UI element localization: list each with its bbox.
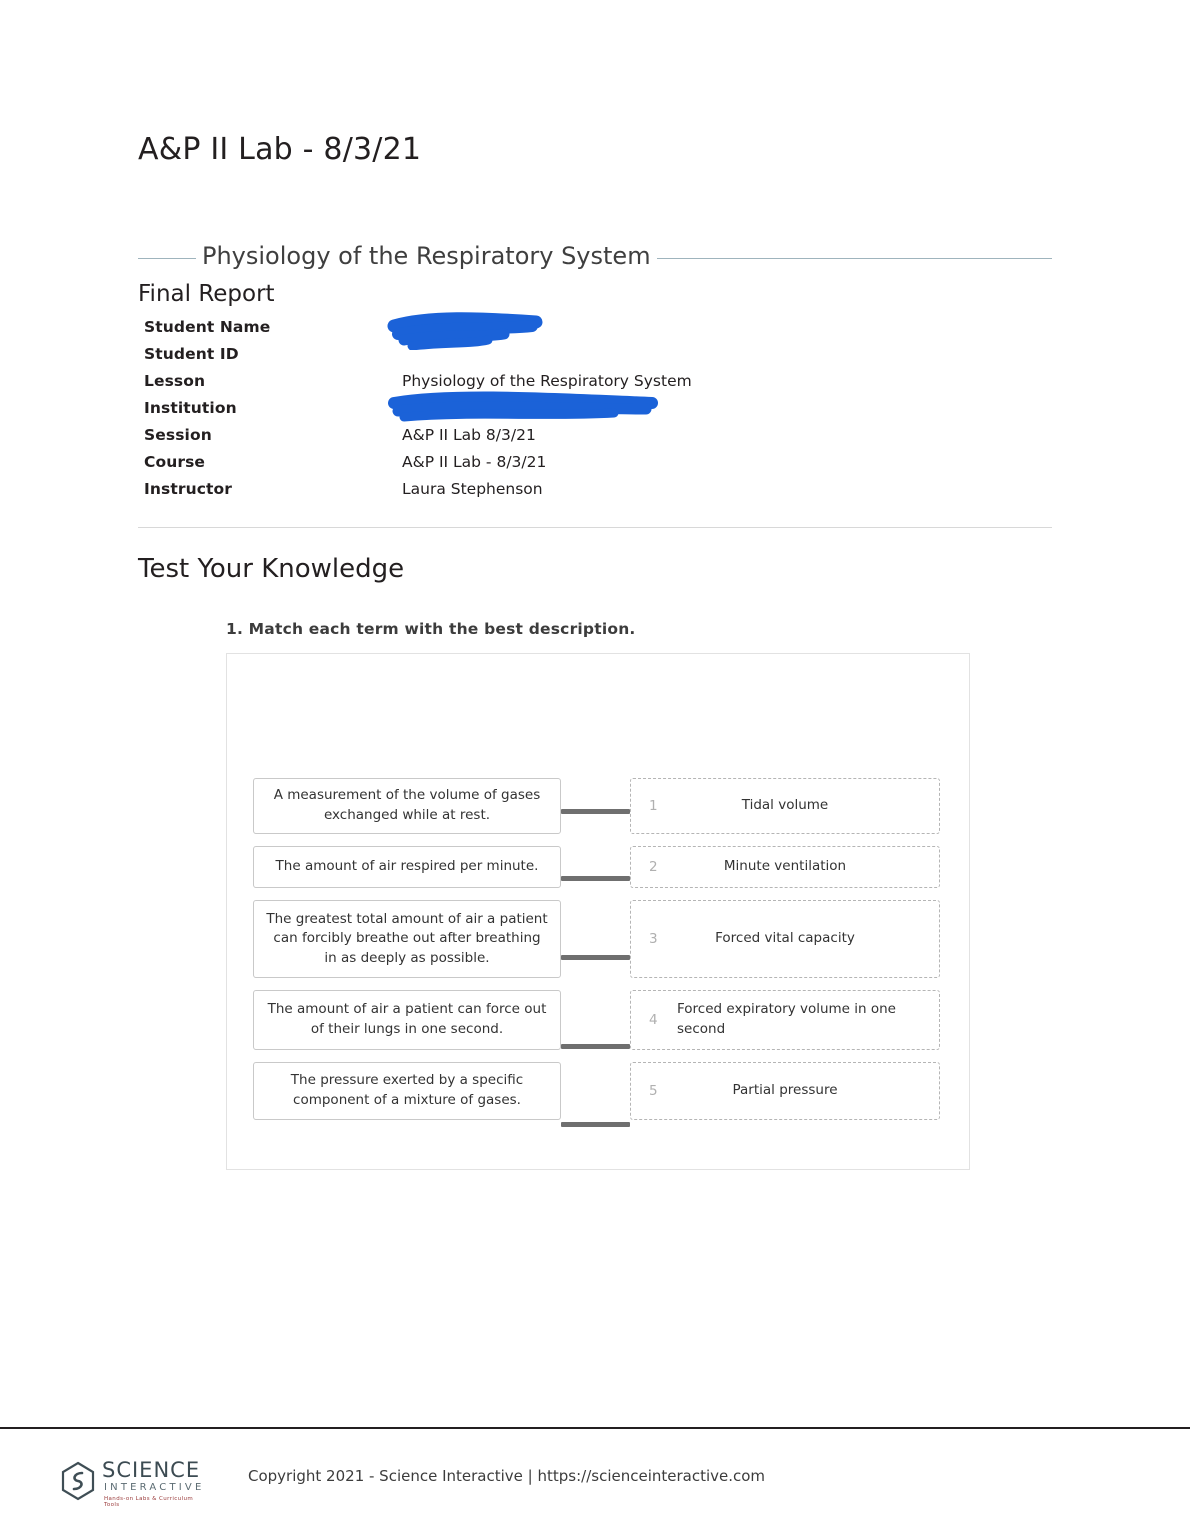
meta-row bbox=[144, 399, 1024, 426]
science-interactive-logo bbox=[58, 1458, 210, 1506]
meta-value-course: A&P II Lab - 8/3/21 bbox=[402, 453, 547, 471]
meta-row bbox=[144, 345, 1024, 372]
term-item[interactable] bbox=[630, 990, 940, 1050]
matching-exercise-panel bbox=[226, 653, 970, 1170]
description-item[interactable]: The amount of air a patient can force out of their lungs in one second. bbox=[253, 990, 561, 1050]
term-number: 5 bbox=[649, 1083, 658, 1099]
logo-secondary-text: INTERACTIVE bbox=[104, 1482, 205, 1493]
meta-value-session: A&P II Lab 8/3/21 bbox=[402, 426, 536, 444]
term-label: Partial pressure bbox=[732, 1082, 838, 1099]
question-prompt: 1. Match each term with the best description. bbox=[226, 620, 636, 638]
term-number: 3 bbox=[649, 931, 658, 947]
logo-primary-text: SCIENCE bbox=[102, 1458, 201, 1482]
term-number: 2 bbox=[649, 859, 658, 875]
meta-label-student-name: Student Name bbox=[144, 318, 271, 336]
matching-inner bbox=[227, 654, 969, 1169]
description-item[interactable]: A measurement of the volume of gases exchanged while at rest. bbox=[253, 778, 561, 834]
term-column bbox=[630, 778, 940, 1132]
meta-row bbox=[144, 453, 1024, 480]
description-item[interactable]: The pressure exerted by a specific component of a mixture of gases. bbox=[253, 1062, 561, 1120]
meta-value-lesson: Physiology of the Respiratory System bbox=[402, 372, 692, 390]
term-item[interactable] bbox=[630, 900, 940, 978]
term-label: Tidal volume bbox=[741, 797, 829, 814]
match-connector bbox=[561, 876, 630, 881]
match-connector bbox=[561, 955, 630, 960]
description-item[interactable]: The greatest total amount of air a patient can forcibly breathe out after breathing in as deeply as possible. bbox=[253, 900, 561, 978]
match-connector bbox=[561, 809, 630, 814]
footer-divider bbox=[0, 1427, 1190, 1429]
match-connector bbox=[561, 1122, 630, 1127]
meta-row bbox=[144, 480, 1024, 507]
meta-row bbox=[144, 318, 1024, 345]
meta-label-institution: Institution bbox=[144, 399, 237, 417]
footer-copyright: Copyright 2021 - Science Interactive | https://scienceinteractive.com bbox=[248, 1467, 766, 1485]
term-number: 4 bbox=[649, 1012, 658, 1028]
term-item[interactable] bbox=[630, 846, 940, 888]
meta-label-instructor: Instructor bbox=[144, 480, 233, 498]
term-label: Minute ventilation bbox=[723, 858, 847, 875]
term-item[interactable] bbox=[630, 778, 940, 834]
logo-mark-icon bbox=[58, 1460, 98, 1506]
meta-row bbox=[144, 426, 1024, 453]
meta-value-instructor: Laura Stephenson bbox=[402, 480, 543, 498]
description-item[interactable]: The amount of air respired per minute. bbox=[253, 846, 561, 888]
meta-label-course: Course bbox=[144, 453, 206, 471]
section-heading: Physiology of the Respiratory System bbox=[196, 242, 657, 270]
term-label: Forced vital capacity bbox=[715, 930, 855, 947]
meta-label-session: Session bbox=[144, 426, 212, 444]
term-label: Forced expiratory volume in one second bbox=[677, 1001, 896, 1037]
description-column bbox=[253, 778, 561, 1132]
match-connector bbox=[561, 1044, 630, 1049]
test-your-knowledge-heading: Test Your Knowledge bbox=[138, 554, 405, 584]
page-title: A&P II Lab - 8/3/21 bbox=[138, 132, 422, 167]
metadata-divider bbox=[138, 527, 1052, 528]
meta-label-lesson: Lesson bbox=[144, 372, 206, 390]
term-item[interactable] bbox=[630, 1062, 940, 1120]
meta-label-student-id: Student ID bbox=[144, 345, 239, 363]
logo-tagline: Hands-on Labs & Curriculum Tools bbox=[104, 1496, 194, 1508]
report-metadata bbox=[144, 318, 1024, 507]
term-number: 1 bbox=[649, 798, 658, 814]
report-label: Final Report bbox=[138, 281, 275, 307]
